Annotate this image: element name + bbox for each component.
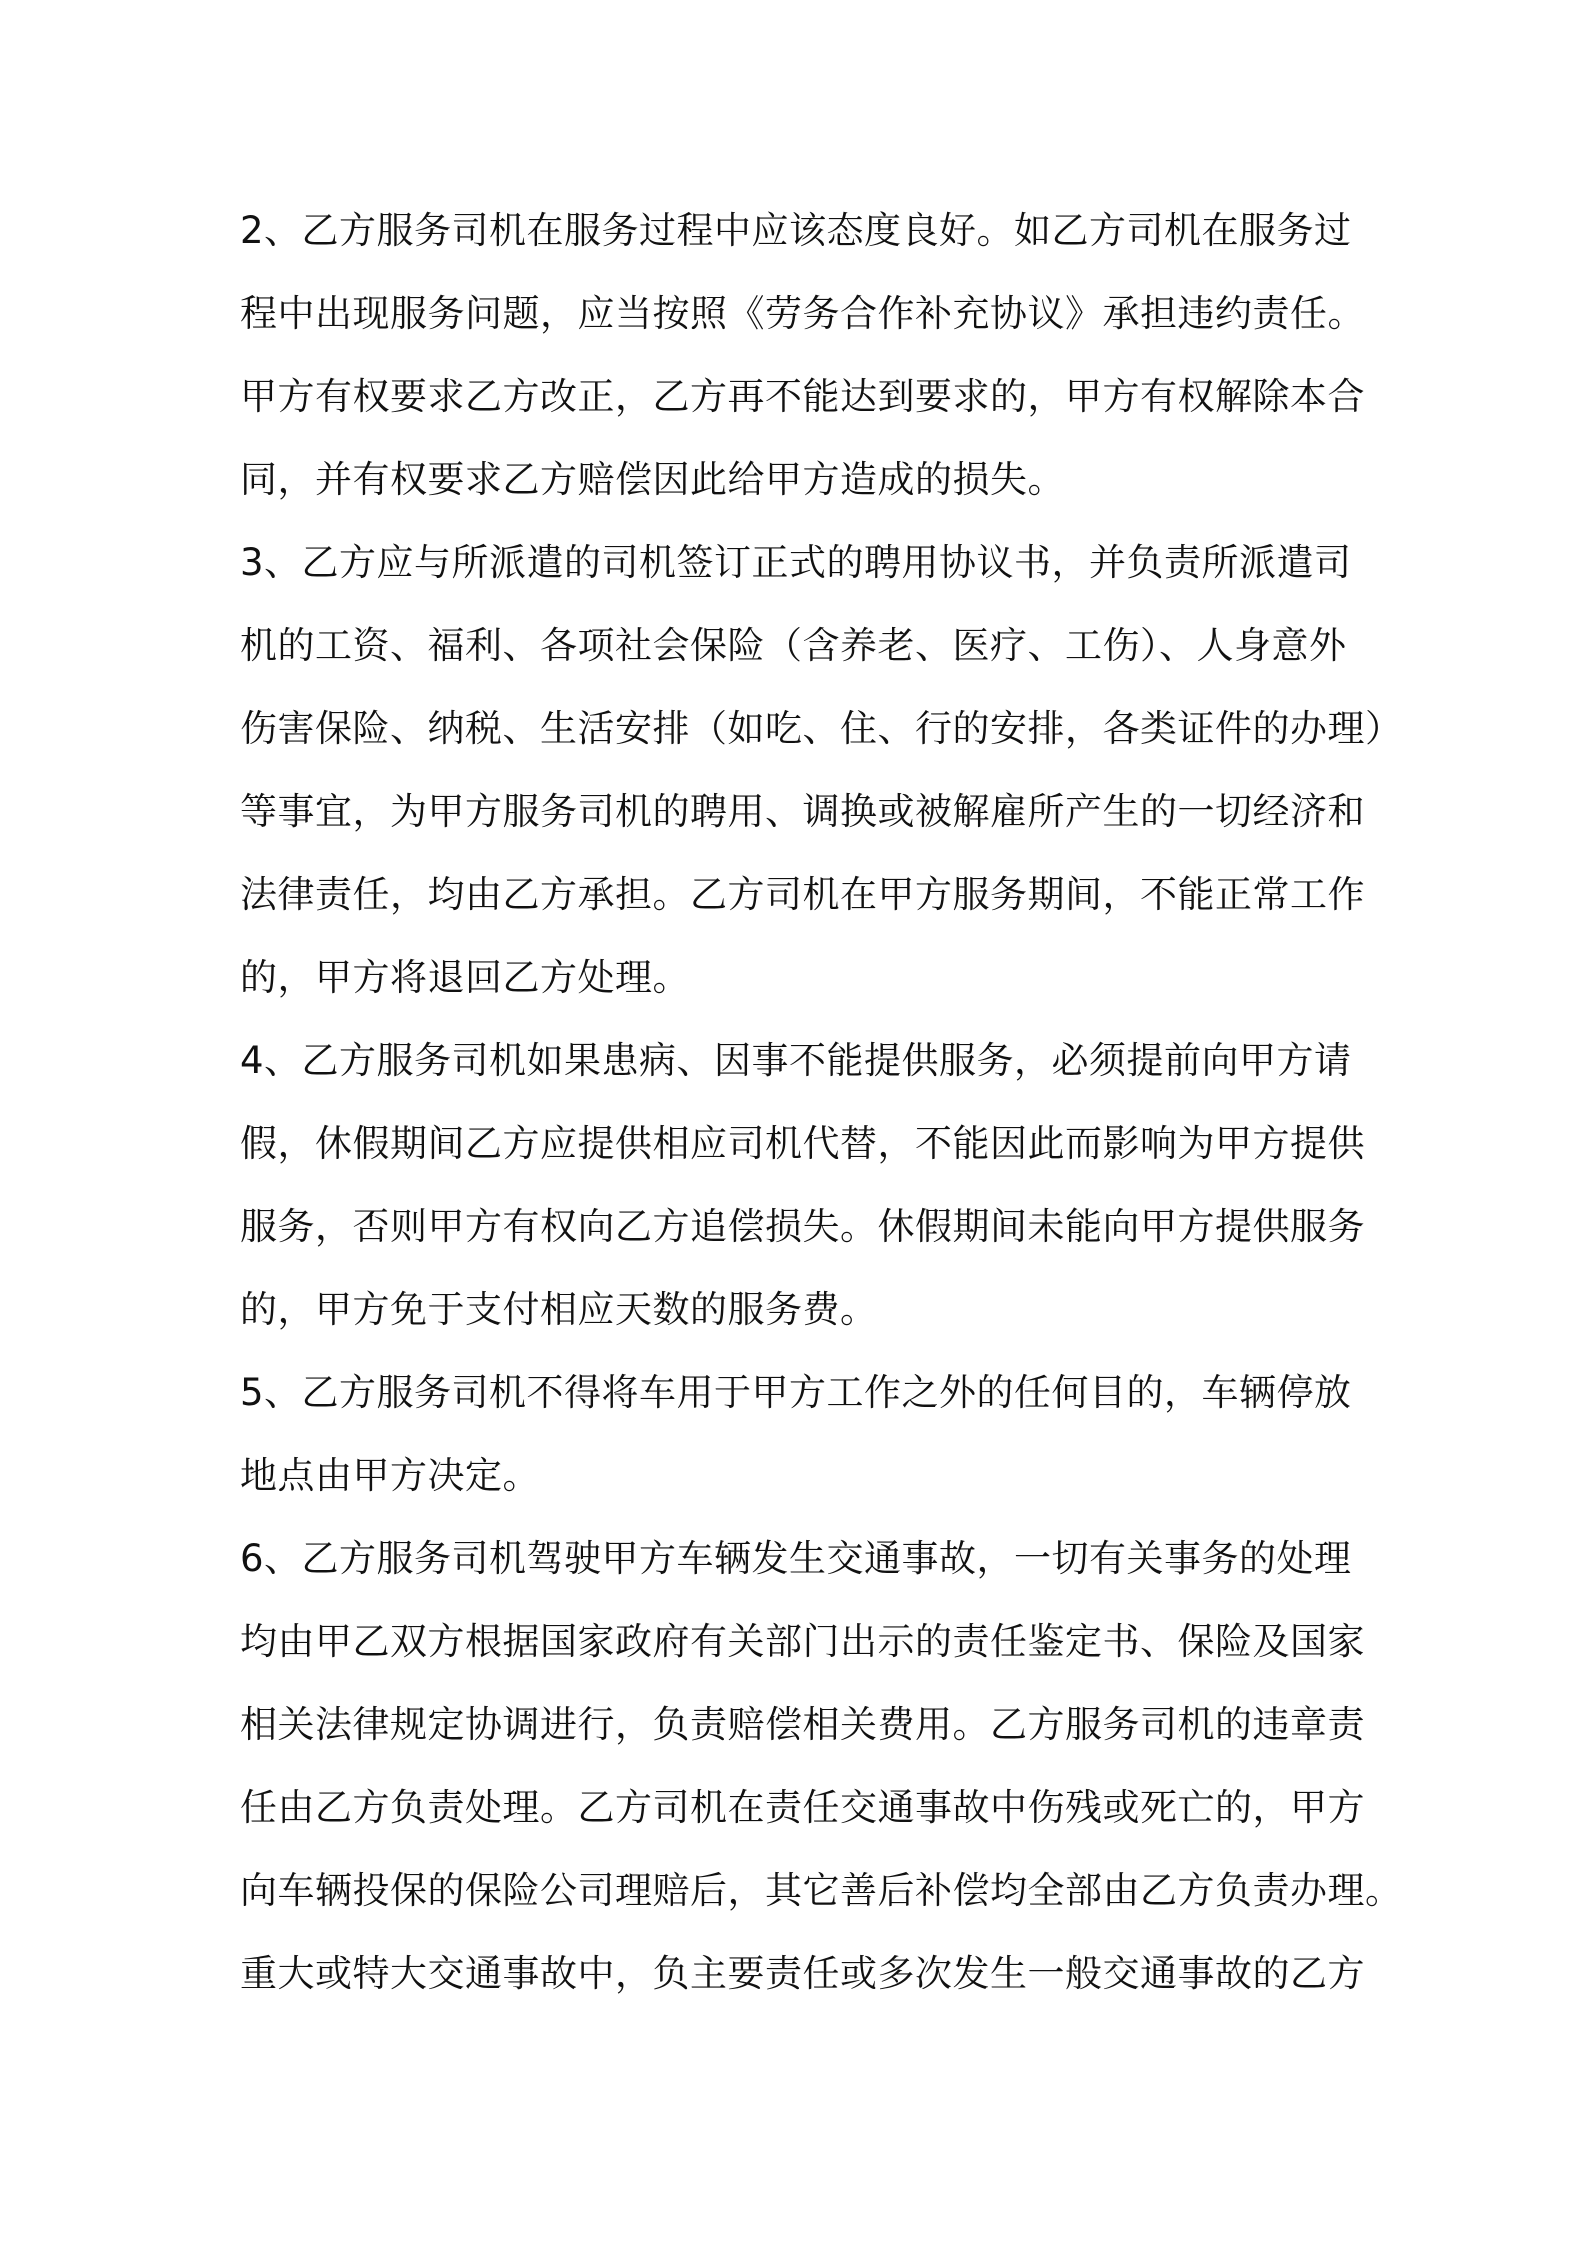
text-line: 均由甲乙双方根据国家政府有关部门出示的责任鉴定书、保险及国家 bbox=[240, 1620, 1365, 1663]
text-line: 重大或特大交通事故中，负主要责任或多次发生一般交通事故的乙方 bbox=[240, 1952, 1365, 1995]
text-line: 向车辆投保的保险公司理赔后，其它善后补偿均全部由乙方负责办理。 bbox=[240, 1869, 1403, 1912]
text-line: 的，甲方将退回乙方处理。 bbox=[240, 956, 690, 999]
text-line: 6、乙方服务司机驾驶甲方车辆发生交通事故，一切有关事务的处理 bbox=[240, 1537, 1352, 1580]
text-line: 机的工资、福利、各项社会保险（含养老、医疗、工伤）、人身意外 bbox=[240, 624, 1347, 667]
text-line: 2、乙方服务司机在服务过程中应该态度良好。如乙方司机在服务过 bbox=[240, 209, 1352, 252]
text-line: 程中出现服务问题，应当按照《劳务合作补充协议》承担违约责任。 bbox=[240, 292, 1365, 335]
text-line: 同，并有权要求乙方赔偿因此给甲方造成的损失。 bbox=[240, 458, 1065, 501]
text-line: 等事宜，为甲方服务司机的聘用、调换或被解雇所产生的一切经济和 bbox=[240, 790, 1365, 833]
text-line: 服务，否则甲方有权向乙方追偿损失。休假期间未能向甲方提供服务 bbox=[240, 1205, 1365, 1248]
text-line: 伤害保险、纳税、生活安排（如吃、住、行的安排，各类证件的办理） bbox=[240, 707, 1403, 750]
text-line: 甲方有权要求乙方改正，乙方再不能达到要求的，甲方有权解除本合 bbox=[240, 375, 1365, 418]
text-line: 地点由甲方决定。 bbox=[240, 1454, 540, 1497]
text-line: 的，甲方免于支付相应天数的服务费。 bbox=[240, 1288, 878, 1331]
text-line: 假，休假期间乙方应提供相应司机代替，不能因此而影响为甲方提供 bbox=[240, 1122, 1365, 1165]
text-line: 4、乙方服务司机如果患病、因事不能提供服务，必须提前向甲方请 bbox=[240, 1039, 1352, 1082]
text-line: 任由乙方负责处理。乙方司机在责任交通事故中伤残或死亡的，甲方 bbox=[240, 1786, 1365, 1829]
text-line: 5、乙方服务司机不得将车用于甲方工作之外的任何目的，车辆停放 bbox=[240, 1371, 1352, 1414]
text-line: 相关法律规定协调进行，负责赔偿相关费用。乙方服务司机的违章责 bbox=[240, 1703, 1365, 1746]
text-line: 法律责任，均由乙方承担。乙方司机在甲方服务期间，不能正常工作 bbox=[240, 873, 1365, 916]
text-line: 3、乙方应与所派遣的司机签订正式的聘用协议书，并负责所派遣司 bbox=[240, 541, 1352, 584]
